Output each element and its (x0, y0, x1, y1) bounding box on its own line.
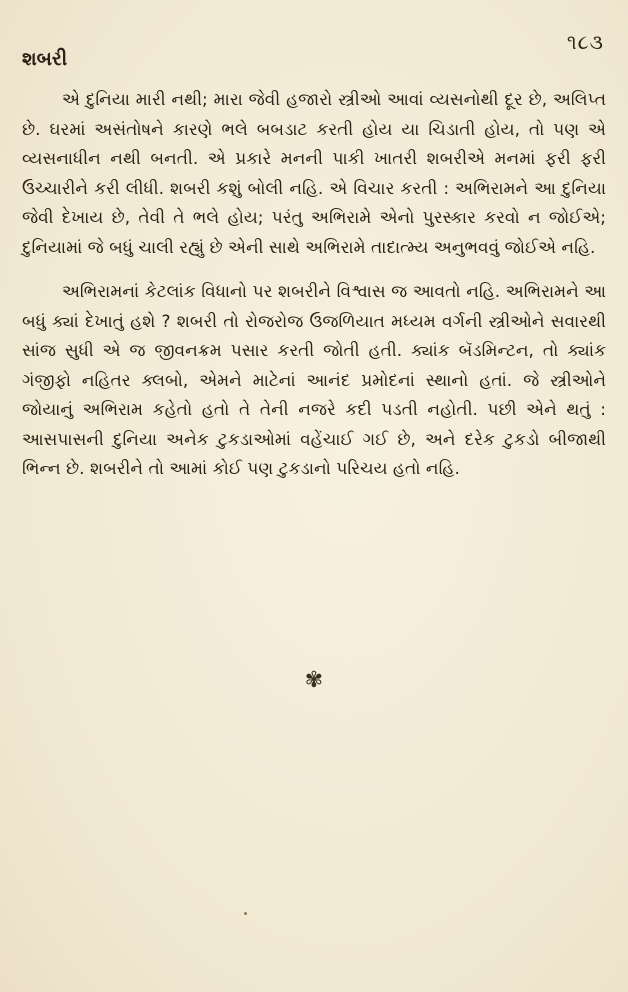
page-number: ૧૮૩ (566, 30, 604, 54)
paragraph-2: અભિરામનાં કેટલાંક વિધાનો પર શબરીને વિશ્વાસ જ આવતો નહિ. અભિરામને આ બધું ક્યાં દેખાતું હશે ? શબરી તો રોજરોજ ઉજળિયાત મધ્યમ વર્ગની સ્ત્રીઓને સવારથી સાંજ સુધી એ જ જીવનક્રમ પસાર કરતી જોતી હતી. ક્યાંક બૅડમિન્ટન, તો ક્યાંક ગંજીફો નહિતર ક્લબો, એમને માટેનાં આનંદ પ્રમોદનાં સ્થાનો હતાં. જે સ્ત્રીઓને જોયાનું અભિરામ કહેતો હતો તે તેની નજરે કદી પડતી નહોતી. પછી એને થતું : આસપાસની દુનિયા અનેક ટુકડાઓમાં વહેંચાઈ ગઈ છે, અને દરેક ટુકડો બીજાથી ભિન્ન છે. શબરીને તો આમાં કોઈ પણ ટુકડાનો પરિચય હતો નહિ. (22, 282, 606, 479)
paper-speck (244, 912, 247, 915)
section-ornament: ✾ (304, 668, 324, 693)
body-text (22, 86, 606, 485)
page-header (22, 30, 606, 74)
chapter-title: શબરી (22, 48, 68, 70)
paragraph-1: એ દુનિયા મારી નથી; મારા જેવી હજારો સ્ત્રીઓ આવાં વ્યસનોથી દૂર છે, અલિપ્ત છે. ઘરમાં અસંતોષને કારણે ભલે બબડાટ કરતી હોય યા ચિડાતી હોય, તો પણ એ વ્યસનાધીન નથી બનતી. એ પ્રકારે મનની પાકી ખાતરી શબરીએ મનમાં ફરી ફરી ઉચ્ચારીને કરી લીધી. શબરી કશું બોલી નહિ. એ વિચાર કરતી : અભિરામને આ દુનિયા જેવી દેખાય છે, તેવી તે ભલે હોય; પરંતુ અભિરામે એનો પુરસ્કાર કરવો ન જોઈએ; દુનિયામાં જે બધું ચાલી રહ્યું છે એની સાથે અભિરામે તાદાત્મ્ય અનુભવવું જોઈએ નહિ. (22, 90, 606, 258)
